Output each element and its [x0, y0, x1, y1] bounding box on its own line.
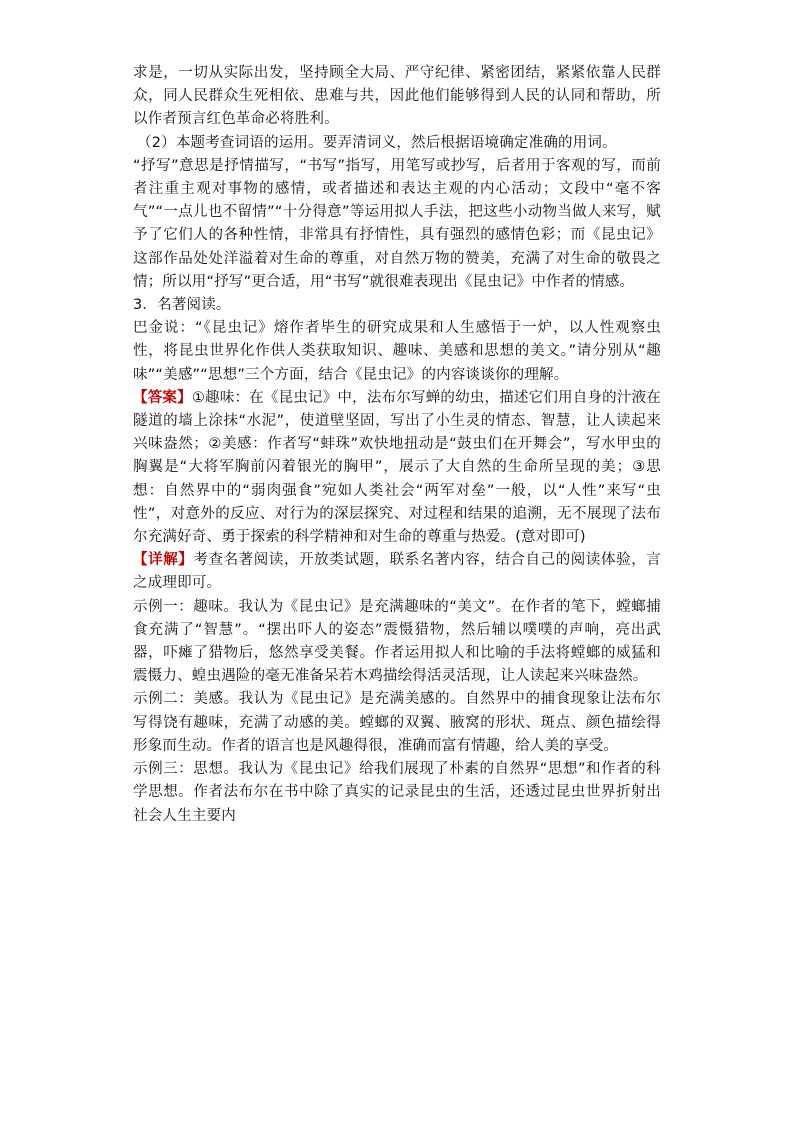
- answer-paragraph: [133, 387, 661, 549]
- paragraph-text: （2）本题考查词语的运用。要弄清词义，然后根据语境确定准确的用词。: [137, 134, 617, 151]
- example-two: [133, 688, 661, 758]
- paragraph-shuxie-explanation: [133, 155, 661, 294]
- paragraph-text: 求是，一切从实际出发，坚持顾全大局、严守纪律、紧密团结，紧紧依靠人民群众，同人民群众生死相依、患难与共，因此他们能够得到人民的认同和帮助，所以作者预言红色革命必将胜利。: [133, 65, 661, 128]
- question-heading: [133, 294, 661, 317]
- answer-tag: 【答案】: [133, 389, 192, 406]
- paragraph-text: 示例二：美感。我认为《昆虫记》是充满美感的。自然界中的捕食现象让法布尔写得饶有趣味，充满了动感的美。螳螂的双翼、腋窝的形状、斑点、颜色描绘得形象而生动。作者的语言也是风趣得很，准确而富有情趣，给人美的享受。: [133, 691, 661, 754]
- paragraph-text: 考查名著阅读，开放类试题，联系名著内容，结合自己的阅读体验，言之成理即可。: [133, 552, 661, 592]
- paragraph-continued: [133, 62, 661, 132]
- paragraph-text: “抒写”意思是抒情描写，“书写”指写，用笔写或抄写，后者用于客观的写，而前者注重主观对事物的感情，或者描述和表达主观的内心活动；文段中“毫不客气”“一点儿也不留情”“十分得意”等运用拟人手法，把这些小动物当做人来写，赋予了它们人的各种性情，非常具有抒情性，具有强烈的感情色彩；而《昆虫记》这部作品处处洋溢着对生命的尊重，对自然万物的赞美，充满了对生命的敬畏之情；所以用“抒写”更合适，用“书写”就很难表现出《昆虫记》中作者的情感。: [133, 157, 661, 290]
- example-three: [133, 758, 661, 828]
- paragraph-text: 示例三：思想。我认为《昆虫记》给我们展现了朴素的自然界“思想”和作者的科学思想。作者法布尔在书中除了真实的记录昆虫的生活，还透过昆虫世界折射出社会人生主要内: [133, 761, 661, 824]
- paragraph-text: 示例一：趣味。我认为《昆虫记》是充满趣味的“美文”。在作者的笔下，螳螂捕食充满了“智慧”。“摆出吓人的姿态”震慑猎物，然后辅以噗噗的声响，亮出武器，吓瘫了猎物后，悠然享受美餐。作者运用拟人和比喻的手法将螳螂的威猛和震慑力、蝗虫遇险的毫无准备呆若木鸡描绘得活灵活现，让人读起来兴味盎然。: [133, 598, 661, 685]
- question-prompt: [133, 317, 661, 387]
- paragraph-q2: [133, 132, 661, 155]
- explanation-paragraph: [133, 549, 661, 595]
- example-one: [133, 596, 661, 689]
- explanation-tag: 【详解】: [133, 552, 194, 569]
- paragraph-text: ①趣味：在《昆虫记》中，法布尔写蝉的幼虫，描述它们用自身的汁液在隧道的墙上涂抹“水泥”，使道壁坚固，写出了小生灵的情态、智慧，让人读起来兴味盎然；②美感：作者写“蚌珠”欢快地扭动是“鼓虫们在开舞会”，写水甲虫的胸翼是“大将军胸前闪着银光的胸甲”，展示了大自然的生命所呈现的美；③思想：自然界中的“弱肉强食”宛如人类社会“两军对垒”一般，以“人性”来写“虫性”，对意外的反应、对行为的深层探究、对过程和结果的追溯，无不展现了法布尔充满好奇、勇于探索的科学精神和对生命的尊重与热爱。(意对即可): [133, 389, 661, 546]
- paragraph-text: 巴金说：“《昆虫记》熔作者毕生的研究成果和人生感悟于一炉，以人性观察虫性，将昆虫世界化作供人类获取知识、趣味、美感和思想的美文。”请分别从“趣味”“美感”“思想”三个方面，结合《昆虫记》的内容谈谈你的理解。: [133, 320, 661, 383]
- document-body: [133, 62, 661, 828]
- paragraph-text: 3．名著阅读。: [133, 297, 231, 314]
